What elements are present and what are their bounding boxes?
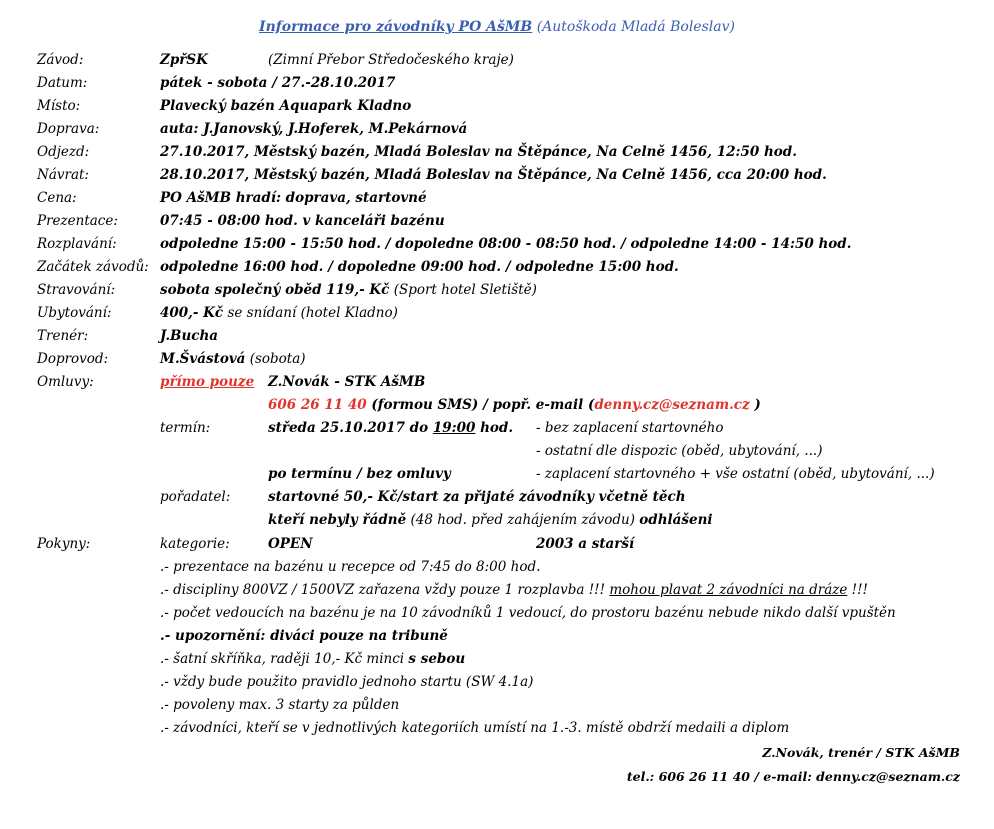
value-doprovod: M.Švástová [160, 351, 246, 367]
poradatel-line-2a: kteří nebyly řádně [268, 512, 407, 528]
note-ubytovani: se snídaní (hotel Kladno) [227, 305, 398, 321]
label-cena: Cena: [37, 190, 77, 206]
termin-label: termín: [160, 420, 211, 436]
omluvy-primo: přímo pouze [160, 374, 255, 390]
termin-hod: hod. [480, 420, 514, 436]
pokyn-item-1: .- prezentace na bazénu u recepce od 7:45 do 8:00 hod. [160, 559, 541, 575]
value-cena: PO AšMB hradí: doprava, startovné [160, 190, 427, 206]
value-zavod: ZpřSK [160, 52, 208, 68]
value-misto: Plavecký bazén Aquapark Kladno [160, 98, 412, 114]
value-rozplavani: odpoledne 15:00 - 15:50 hod. / dopoledne 08:00 - 08:50 hod. / odpoledne 14:00 - 14:50 hod. [160, 236, 852, 252]
label-doprava: Doprava: [37, 121, 100, 137]
pokyn-item-2 [160, 581, 868, 599]
pokyn-item-5-text: .- šatní skříňka, raději 10,- Kč minci [160, 651, 405, 667]
label-doprovod: Doprovod: [37, 351, 109, 367]
pokyn-item-3: .- počet vedoucích na bazénu je na 10 závodníků 1 vedoucí, do prostoru bazénu nebude nikdo další vpuštěn [160, 605, 896, 621]
pokyn-item-5 [160, 650, 465, 668]
label-trener: Trenér: [37, 328, 89, 344]
poradatel-line-2b: (48 hod. před zahájením závodu) [410, 512, 635, 528]
pokyn-item-5-extra: s sebou [408, 651, 466, 667]
label-zavod: Závod: [37, 52, 84, 68]
termin-note-2: - ostatní dle dispozic (oběd, ubytování, ...) [536, 443, 823, 459]
poradatel-label: pořadatel: [160, 489, 231, 505]
po-terminu: po termínu / bez omluvy [268, 466, 451, 482]
pokyn-item-2-extra: mohou plavat 2 závodníci na dráze [609, 582, 848, 598]
value-datum: pátek - sobota / 27.-28.10.2017 [160, 75, 396, 91]
label-prezentace: Prezentace: [37, 213, 118, 229]
value-stravovani-line [160, 281, 537, 299]
termin-line [268, 419, 513, 437]
value-trener: J.Bucha [160, 328, 219, 344]
termin-date: středa 25.10.2017 do [268, 420, 429, 436]
kategorie-label: kategorie: [160, 536, 230, 552]
title-main: Informace pro závodníky PO AšMB [259, 19, 533, 35]
kategorie-value: OPEN [268, 536, 313, 552]
value-ubytovani: 400,- Kč [160, 305, 224, 321]
pokyn-item-7: .- povoleny max. 3 starty za půlden [160, 697, 400, 713]
pokyn-item-8: .- závodníci, kteří se v jednotlivých kategoriích umístí na 1.-3. místě obdrží medaili a diplom [160, 720, 790, 736]
poradatel-line-2c: odhlášeni [639, 512, 713, 528]
pokyn-item-4: .- upozornění: diváci pouze na tribuně [160, 628, 448, 644]
value-stravovani: sobota společný oběd 119,- Kč [160, 282, 390, 298]
termin-time: 19:00 [432, 420, 476, 436]
termin-note-1: - bez zaplacení startovného [536, 420, 724, 436]
footer-contact: tel.: 606 26 11 40 / e-mail: denny.cz@seznam.cz [626, 769, 960, 784]
value-odjezd: 27.10.2017, Městský bazén, Mladá Boleslav na Štěpánce, Na Celně 1456, 12:50 hod. [160, 144, 797, 160]
label-pokyny: Pokyny: [37, 536, 91, 552]
label-ubytovani: Ubytování: [37, 305, 112, 321]
value-prezentace: 07:45 - 08:00 hod. v kanceláři bazénu [160, 213, 445, 229]
label-datum: Datum: [37, 75, 88, 91]
value-zacatek: odpoledne 16:00 hod. / dopoledne 09:00 hod. / odpoledne 15:00 hod. [160, 259, 679, 275]
value-doprovod-line [160, 350, 306, 368]
kategorie-year: 2003 a starší [536, 536, 635, 552]
note-stravovani: (Sport hotel Sletiště) [393, 282, 537, 298]
poradatel-line-2 [268, 511, 713, 529]
label-navrat: Návrat: [37, 167, 89, 183]
footer-sign: Z.Novák, trenér / STK AšMB [762, 745, 960, 760]
omluvy-phone-line [268, 396, 761, 414]
label-misto: Místo: [37, 98, 81, 114]
pokyn-item-2-text: .- discipliny 800VZ / 1500VZ zařazena vždy pouze 1 rozplavba !!! [160, 582, 606, 598]
note-doprovod: (sobota) [249, 351, 306, 367]
label-stravovani: Stravování: [37, 282, 116, 298]
label-omluvy: Omluvy: [37, 374, 94, 390]
omluvy-email-close: ) [754, 397, 761, 413]
pokyn-item-2-tail: !!! [851, 582, 868, 598]
value-ubytovani-line [160, 304, 398, 322]
note-zavod: (Zimní Přebor Středočeského kraje) [268, 52, 514, 68]
po-terminu-note: - zaplacení startovného + vše ostatní (oběd, ubytování, ...) [536, 466, 935, 482]
value-doprava: auta: J.Janovský, J.Hoferek, M.Pekárnová [160, 121, 468, 137]
label-odjezd: Odjezd: [37, 144, 90, 160]
omluvy-phone-note: (formou SMS) / popř. e-mail ( [371, 397, 595, 413]
pokyn-item-6: .- vždy bude použito pravidlo jednoho startu (SW 4.1a) [160, 674, 534, 690]
omluvy-phone: 606 26 11 40 [268, 397, 367, 413]
value-navrat: 28.10.2017, Městský bazén, Mladá Boleslav na Štěpánce, Na Celně 1456, cca 20:00 hod. [160, 167, 827, 183]
document-title [0, 18, 994, 36]
omluvy-email-link[interactable]: denny.cz@seznam.cz [594, 397, 750, 413]
poradatel-line-1: startovné 50,- Kč/start za přijaté závodníky včetně těch [268, 489, 686, 505]
title-sub: (Autoškoda Mladá Boleslav) [536, 19, 735, 35]
label-zacatek: Začátek závodů: [37, 259, 149, 275]
omluvy-contact: Z.Novák - STK AšMB [268, 374, 426, 390]
label-rozplavani: Rozplavání: [37, 236, 117, 252]
